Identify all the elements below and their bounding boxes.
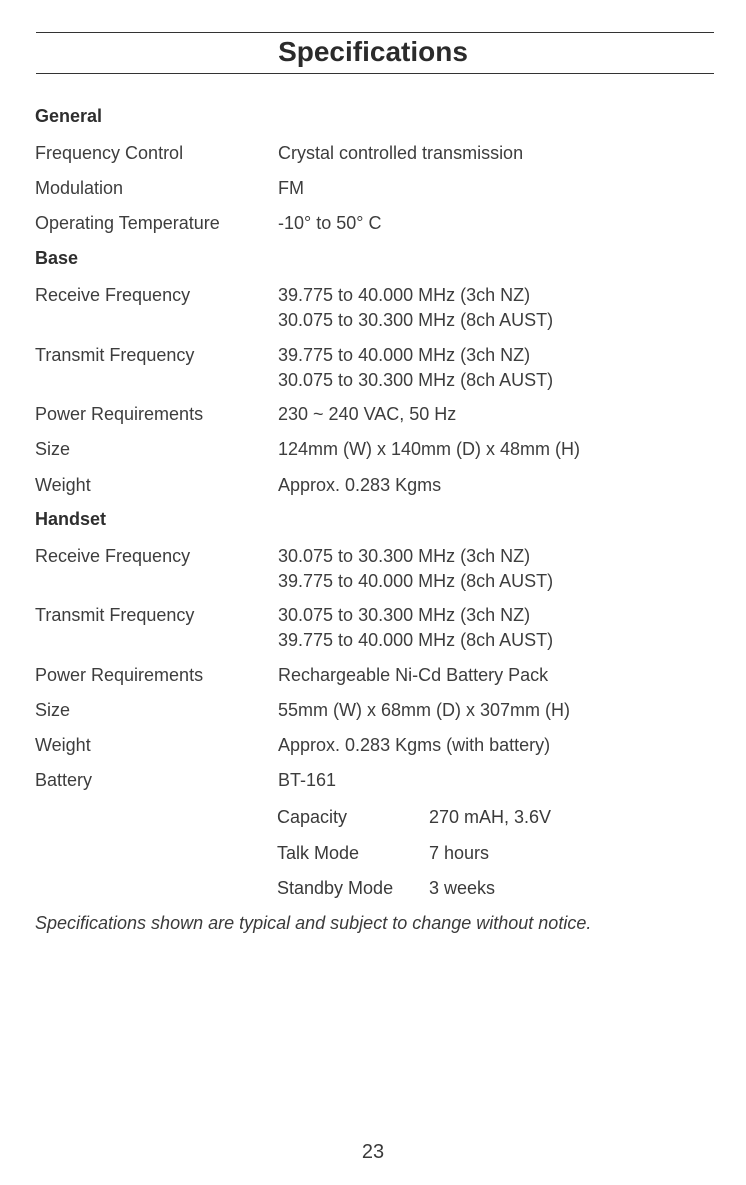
- spec-value: 39.775 to 40.000 MHz (3ch NZ): [278, 345, 531, 365]
- battery-sub-label: Standby Mode: [277, 878, 394, 898]
- spec-label: Modulation: [35, 178, 124, 198]
- page-number: 23: [361, 1141, 385, 1163]
- spec-label: Weight: [35, 475, 91, 495]
- spec-value: Rechargeable Ni-Cd Battery Pack: [278, 665, 549, 685]
- spec-label: Battery: [35, 770, 93, 790]
- spec-value: 230 ~ 240 VAC, 50 Hz: [278, 404, 457, 424]
- spec-label: Weight: [35, 735, 91, 755]
- battery-sub-label: Capacity: [277, 807, 348, 827]
- spec-value: 39.775 to 40.000 MHz (3ch NZ): [278, 285, 531, 305]
- spec-value: 39.775 to 40.000 MHz (8ch AUST): [278, 571, 554, 591]
- battery-sub-label: Talk Mode: [277, 843, 360, 863]
- spec-label: Size: [35, 700, 71, 720]
- spec-label: Transmit Frequency: [35, 605, 195, 625]
- spec-value: FM: [278, 178, 304, 198]
- section-heading-handset: Handset: [35, 509, 107, 529]
- spec-value: 30.075 to 30.300 MHz (3ch NZ): [278, 546, 531, 566]
- spec-value: Approx. 0.283 Kgms (with battery): [278, 735, 551, 755]
- spec-value: Approx. 0.283 Kgms: [278, 475, 442, 495]
- section-heading-general: General: [35, 106, 103, 126]
- spec-value: 30.075 to 30.300 MHz (8ch AUST): [278, 310, 554, 330]
- spec-label: Transmit Frequency: [35, 345, 195, 365]
- spec-value: 124mm (W) x 140mm (D) x 48mm (H): [278, 439, 581, 459]
- spec-label: Operating Temperature: [35, 213, 220, 233]
- specifications-disclaimer: Specifications shown are typical and subject to change without notice.: [35, 913, 592, 933]
- spec-label: Frequency Control: [35, 143, 184, 163]
- spec-value: 39.775 to 40.000 MHz (8ch AUST): [278, 630, 554, 650]
- spec-label: Receive Frequency: [35, 285, 191, 305]
- battery-sub-value: 7 hours: [429, 843, 490, 863]
- spec-value: Crystal controlled transmission: [278, 143, 524, 163]
- battery-sub-value: 3 weeks: [429, 878, 496, 898]
- title-rule-top: [36, 32, 714, 33]
- spec-value: 55mm (W) x 68mm (D) x 307mm (H): [278, 700, 570, 720]
- spec-label: Size: [35, 439, 71, 459]
- spec-label: Receive Frequency: [35, 546, 191, 566]
- spec-label: Power Requirements: [35, 404, 204, 424]
- spec-value: -10° to 50° C: [278, 213, 382, 233]
- spec-value: BT-161: [278, 770, 337, 790]
- title-rule-bottom: [36, 73, 714, 74]
- spec-value: 30.075 to 30.300 MHz (8ch AUST): [278, 370, 554, 390]
- page-title: Specifications: [278, 36, 468, 67]
- section-heading-base: Base: [35, 248, 79, 268]
- spec-label: Power Requirements: [35, 665, 204, 685]
- spec-value: 30.075 to 30.300 MHz (3ch NZ): [278, 605, 531, 625]
- battery-sub-value: 270 mAH, 3.6V: [429, 807, 552, 827]
